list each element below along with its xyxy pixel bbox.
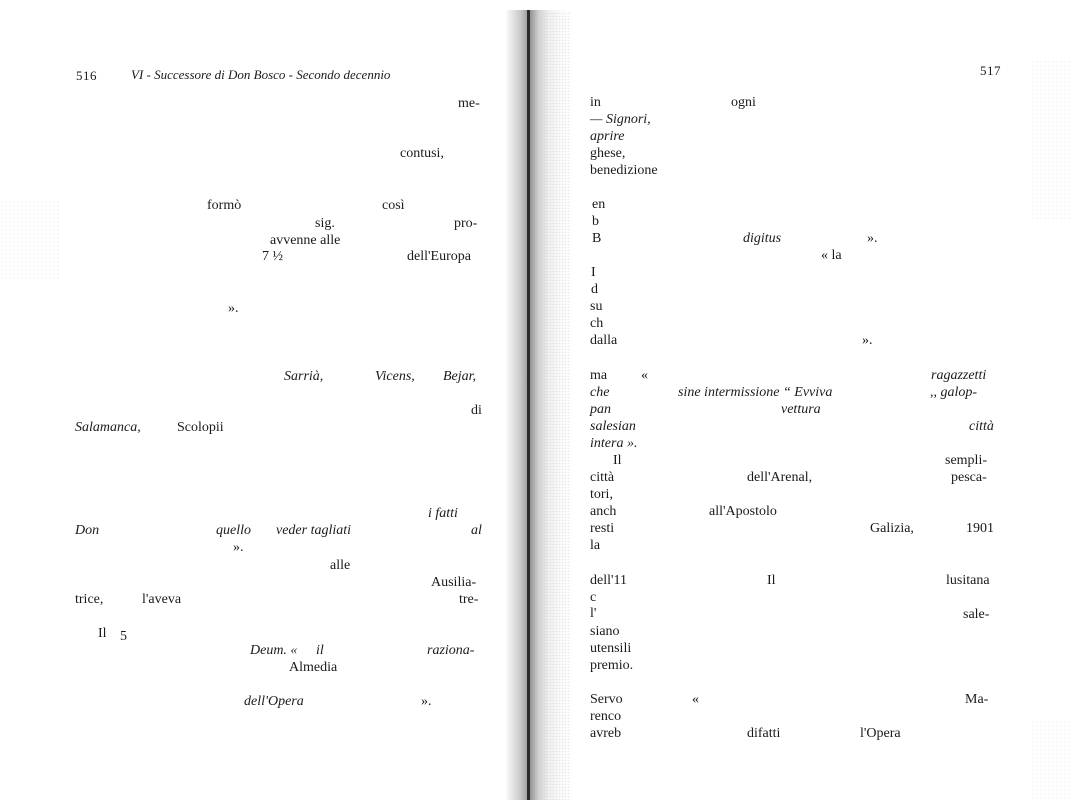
text-fragment: alle <box>330 558 351 573</box>
text-fragment: Almedia <box>289 660 338 675</box>
text-fragment: quello <box>216 523 251 538</box>
text-fragment: i fatti <box>428 506 458 521</box>
text-fragment: Bejar, <box>443 369 477 384</box>
text-fragment: ch <box>590 316 604 331</box>
text-fragment: anch <box>590 504 617 519</box>
text-fragment: vettura <box>781 402 821 417</box>
text-fragment: Il <box>767 573 776 588</box>
text-fragment: città <box>590 470 615 485</box>
text-fragment: Il <box>98 626 107 641</box>
text-fragment: che <box>590 385 610 400</box>
text-fragment: 7 ½ <box>262 249 283 264</box>
text-fragment: avreb <box>590 726 622 741</box>
text-fragment: Sarrià, <box>284 369 324 384</box>
text-fragment: Ausilia- <box>431 575 477 590</box>
text-fragment: dell'Europa <box>407 249 471 264</box>
text-fragment: sig. <box>315 216 335 231</box>
text-fragment: così <box>382 198 405 213</box>
text-fragment: me- <box>458 96 480 111</box>
text-fragment: renco <box>590 709 622 724</box>
text-fragment: ragazzetti <box>931 368 987 383</box>
text-fragment: dalla <box>590 333 618 348</box>
text-fragment: formò <box>207 198 242 213</box>
text-fragment: trice, <box>75 592 104 607</box>
text-fragment: — Signori, <box>590 112 651 127</box>
text-fragment: ghese, <box>590 146 626 161</box>
text-fragment: siano <box>590 624 620 639</box>
text-fragment: l' <box>590 606 597 621</box>
text-fragment: l'Opera <box>860 726 901 741</box>
text-fragment: difatti <box>747 726 781 741</box>
text-fragment: Galizia, <box>870 521 914 536</box>
text-fragment: « la <box>821 248 842 263</box>
text-fragment: dell'11 <box>590 573 627 588</box>
text-fragment: intera ». <box>590 436 638 451</box>
text-fragment: benedizione <box>590 163 658 178</box>
text-fragment: d <box>591 282 598 297</box>
text-fragment: I <box>591 265 596 280</box>
text-fragment: Servo <box>590 692 623 707</box>
text-fragment: b <box>592 214 599 229</box>
text-fragment: ma <box>590 368 608 383</box>
text-fragment: la <box>590 538 601 553</box>
running-header: VI - Successore di Don Bosco - Secondo decennio <box>131 67 391 82</box>
text-fragment: ». <box>862 333 873 348</box>
text-fragment: Scolopii <box>177 420 224 435</box>
text-fragment: tre- <box>459 592 479 607</box>
book-spine-line <box>527 10 530 800</box>
text-fragment: ». <box>233 540 244 555</box>
text-fragment: pro- <box>454 216 478 231</box>
text-fragment: di <box>471 403 482 418</box>
text-fragment: avvenne alle <box>270 233 341 248</box>
text-fragment: sempli- <box>945 453 987 468</box>
text-fragment: digitus <box>743 231 782 246</box>
text-fragment: raziona- <box>427 643 475 658</box>
text-fragment: Salamanca, <box>75 420 141 435</box>
left-page <box>0 0 512 809</box>
text-fragment: veder tagliati <box>276 523 352 538</box>
text-fragment: ». <box>867 231 878 246</box>
text-fragment: pan <box>590 402 611 417</box>
text-fragment: « <box>641 368 648 383</box>
text-fragment: Il <box>613 453 622 468</box>
text-fragment: aprire <box>590 129 625 144</box>
text-fragment: 5 <box>120 629 127 644</box>
text-fragment: Deum. « <box>250 643 298 658</box>
text-fragment: salesian <box>590 419 636 434</box>
text-fragment: pesca- <box>951 470 987 485</box>
text-fragment: ». <box>421 694 432 709</box>
text-fragment: all'Apostolo <box>709 504 777 519</box>
right-page <box>540 0 1071 809</box>
text-fragment: ». <box>228 301 239 316</box>
text-fragment: premio. <box>590 658 634 673</box>
text-fragment: sale- <box>963 607 990 622</box>
text-fragment: dell'Opera <box>244 694 304 709</box>
text-fragment: su <box>590 299 603 314</box>
text-fragment: Don <box>75 523 100 538</box>
page-number: 516 <box>76 68 97 83</box>
text-fragment: ogni <box>731 95 756 110</box>
text-fragment: l'aveva <box>142 592 182 607</box>
text-fragment: « <box>692 692 699 707</box>
text-fragment: en <box>592 197 606 212</box>
text-fragment: tori, <box>590 487 613 502</box>
text-fragment: lusitana <box>946 573 990 588</box>
text-fragment: sine intermissione “ Evviva <box>678 385 833 400</box>
text-fragment: Ma- <box>965 692 989 707</box>
text-fragment: B <box>592 231 602 246</box>
text-fragment: dell'Arenal, <box>747 470 813 485</box>
text-fragment: Vicens, <box>375 369 415 384</box>
text-fragment: contusi, <box>400 146 444 161</box>
text-fragment: utensili <box>590 641 632 656</box>
text-fragment: al <box>471 523 482 538</box>
text-fragment: in <box>590 95 601 110</box>
text-fragment: ,, galop- <box>930 385 978 400</box>
text-fragment: resti <box>590 521 615 536</box>
text-fragment: c <box>590 590 597 605</box>
text-fragment: il <box>316 643 324 658</box>
page-number: 517 <box>980 63 1001 78</box>
text-fragment: 1901 <box>966 521 994 536</box>
text-fragment: città <box>969 419 994 434</box>
